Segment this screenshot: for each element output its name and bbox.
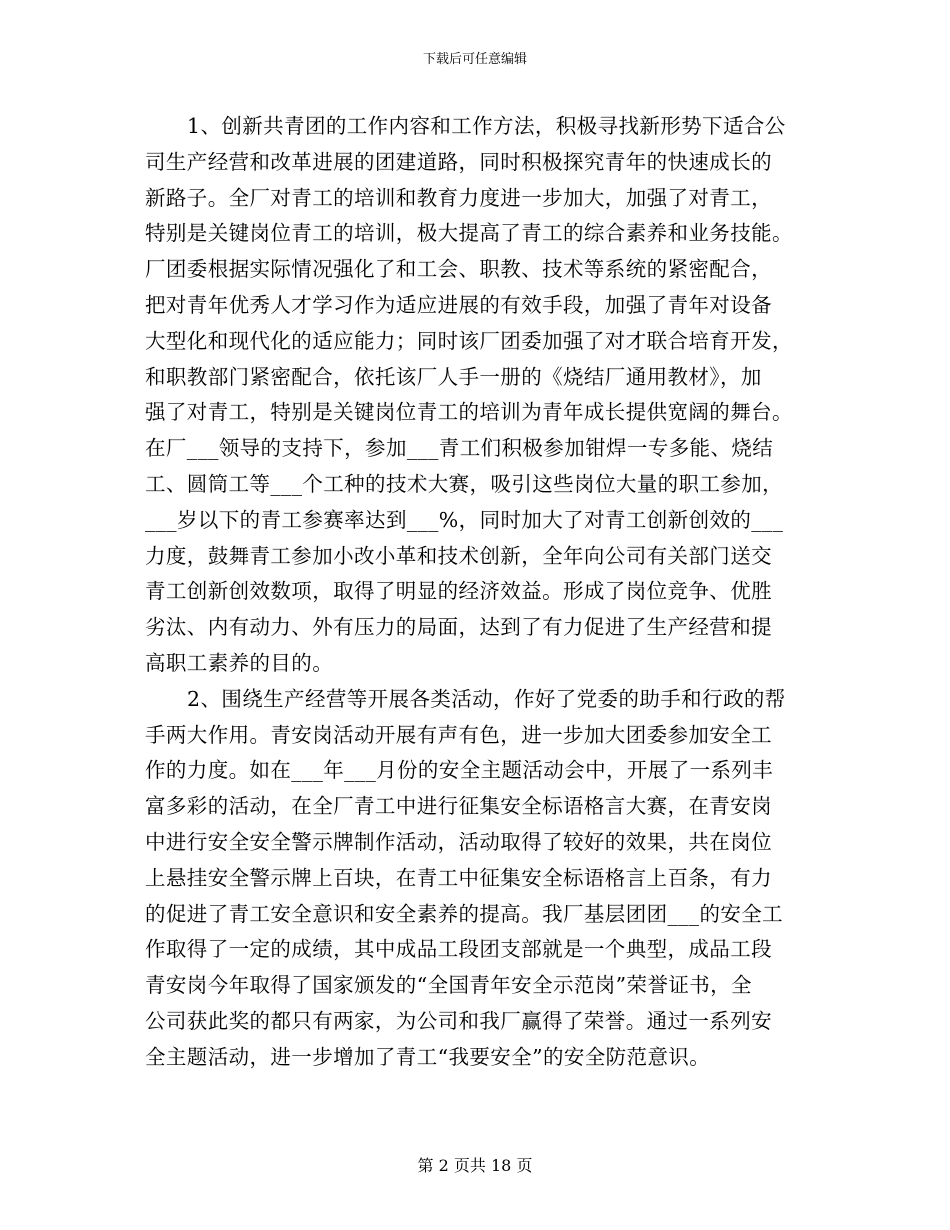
- paragraph-line: 青工创新创效数项，取得了明显的经济效益。形成了岗位竞争、优胜: [145, 579, 772, 604]
- paragraph-line: 作的力度。如在___年___月份的安全主题活动会中，开展了一系列丰: [145, 758, 774, 783]
- page-header: 下载后可任意编辑: [422, 52, 527, 67]
- paragraph-line: 作取得了一定的成绩，其中成品工段团支部就是一个典型，成品工段: [145, 937, 772, 962]
- paragraph-line: 手两大作用。青安岗活动开展有声有色，进一步加大团委参加安全工: [145, 722, 772, 747]
- paragraph-line: 强了对青工，特别是关键岗位青工的培训为青年成长提供宽阔的舞台。: [145, 400, 793, 425]
- paragraph-line: 大型化和现代化的适应能力；同时该厂团委加强了对才联合培育开发，: [145, 328, 793, 353]
- paragraph-line: 全主题活动，进一步增加了青工“我要安全”的安全防范意识。: [145, 1044, 711, 1069]
- paragraph-line: 2、围绕生产经营等开展各类活动，作好了党委的助手和行政的帮: [187, 686, 786, 711]
- paragraph-line: 力度，鼓舞青工参加小改小革和技术创新，全年向公司有关部门送交: [145, 543, 772, 568]
- paragraph-line: 司生产经营和改革进展的团建道路，同时积极探究青年的快速成长的: [145, 149, 772, 174]
- paragraph-line: 公司获此奖的都只有两家，为公司和我厂赢得了荣誉。通过一系列安: [145, 1008, 772, 1033]
- paragraph-line: 和职教部门紧密配合，依托该厂人手一册的《烧结厂通用教材》，加: [145, 364, 762, 389]
- page-footer: 第 2 页共 18 页: [417, 1156, 533, 1175]
- paragraph-line: 富多彩的活动，在全厂青工中进行征集安全标语格言大赛，在青安岗: [145, 794, 772, 819]
- paragraph-line: 上悬挂安全警示牌上百块，在青工中征集安全标语格言上百条，有力: [145, 865, 772, 890]
- paragraph-line: 在厂___领导的支持下，参加___青工们积极参加钳焊一专多能、烧结: [145, 436, 774, 461]
- paragraph-line: 1、创新共青团的工作内容和工作方法，积极寻找新形势下适合公: [187, 114, 786, 138]
- paragraph-line: 高职工素养的目的。: [145, 650, 334, 675]
- paragraph-line: 中进行安全安全警示牌制作活动，活动取得了较好的效果，共在岗位: [145, 829, 772, 854]
- paragraph-line: 的促进了青工安全意识和安全素养的提高。我厂基层团团___的安全工: [145, 901, 784, 926]
- paragraph-line: 青安岗今年取得了国家颁发的“全国青年安全示范岗”荣誉证书，全: [145, 973, 752, 998]
- paragraph: [145, 109, 820, 682]
- paragraph-line: 特别是关键岗位青工的培训，极大提高了青工的综合素养和业务技能。: [145, 221, 793, 246]
- document-body: [145, 109, 820, 1076]
- paragraph: [145, 682, 820, 1076]
- paragraph-line: 新路子。全厂对青工的培训和教育力度进一步加大，加强了对青工，: [145, 185, 772, 210]
- paragraph-line: 厂团委根据实际情况强化了和工会、职教、技术等系统的紧密配合，: [145, 257, 772, 282]
- paragraph-line: ___岁以下的青工参赛率达到___%，同时加大了对青工创新创效的___: [145, 507, 784, 532]
- paragraph-line: 劣汰、内有动力、外有压力的局面，达到了有力促进了生产经营和提: [145, 615, 772, 640]
- paragraph-line: 把对青年优秀人才学习作为适应进展的有效手段，加强了青年对设备: [145, 292, 772, 317]
- paragraph-line: 工、圆筒工等___个工种的技术大赛，吸引这些岗位大量的职工参加，: [145, 471, 784, 496]
